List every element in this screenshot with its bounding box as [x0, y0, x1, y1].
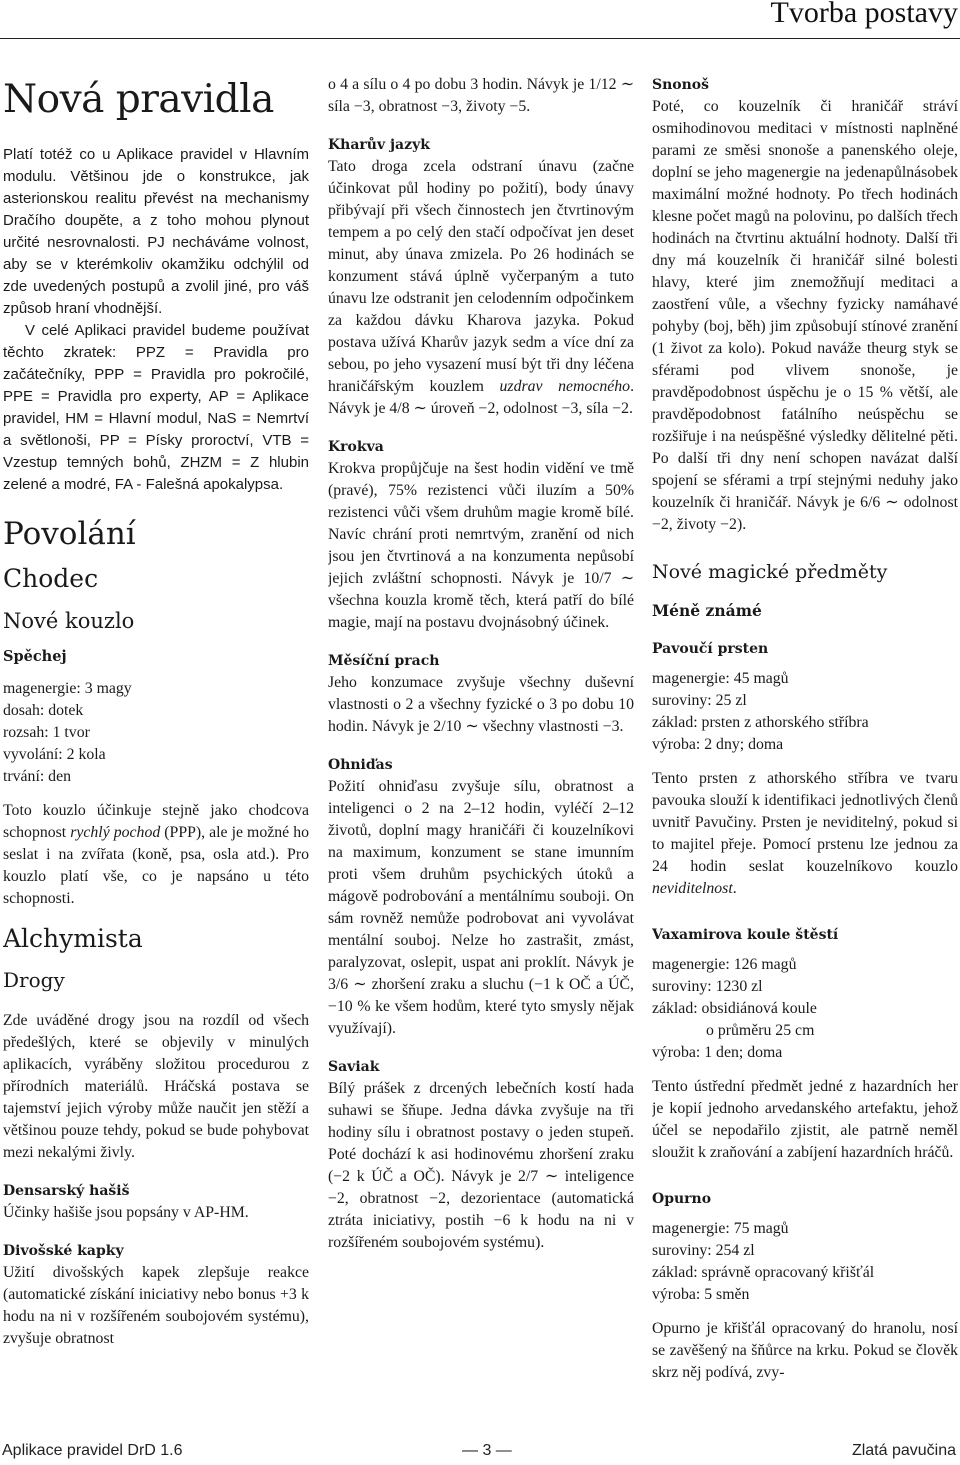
kharuv-jazyk-text: Tato droga zcela odstraní únavu (začne účinkovat půl hodiny po požití), body únavy přibývají při všech činnostech jen čtvrtinovým tempem a po celý den stačí odpočívat jen deset minut, aby únava zmizela. Po 26 hodinách se konzument stává úplně vyčerpaným a tuto únavu lze odstranit jen celodenním odpočinkem za každou dávku Kharova jazyka. Pokud postava užívá Kharův jazyk sedm a více dní za sebou, po jeho vysazení musí být tři dny léčena hraničářským kouzlem uzdrav nemocného. Návyk je 4/8 ∼ úroveň −2, odolnost −3, síla −2. [328, 158, 634, 417]
pavouci-prsten-text: Tento prsten z athorského stříbra ve tvaru pavouka slouží k identifikaci jednotlivých členů uvnitř Pavučiny. Prsten je neviditelný, pokud si to majitel přeje. Pomocí prstenu lze jednou za 24 hodin seslat kouzelníkovo kouzlo neviditelnost. [652, 770, 958, 897]
main-title: Nová pravidla [3, 77, 274, 122]
divosske-kapky-text: Užití divošských kapek zlepšuje reakce (automatické získání iniciativy nebo bonus +3 k hodu na ni v rozšířeném soubojovém systému), zvyšuje obratnost [3, 1264, 309, 1347]
vaxamirova-koule-text: Tento ústřední předmět jedné z hazardních her je kopií jednoho arvedanského artefaktu, jehož účel se nepodařilo zjistit, ale patrně neměl sloužit k zraňování a zabíjení hazardních hráčů. [652, 1078, 958, 1161]
heading-krokva: Krokva [328, 439, 384, 455]
stat-line: výroba: 2 dny; doma [652, 736, 784, 753]
heading-kharuv-jazyk: Kharův jazyk [328, 137, 430, 153]
column-1 [3, 76, 309, 1436]
stat-line: magenergie: 45 magů [652, 670, 789, 687]
heading-chodec: Chodec [3, 564, 99, 593]
stat-line: suroviny: 1230 zl [652, 978, 763, 995]
stat-line: dosah: dotek [3, 702, 84, 719]
krokva-text: Krokva propůjčuje na šest hodin vidění ve tmě (pravé), 75% rezistenci vůči iluzím a 50% rezistenci vůči všem druhům magie kromě bílé. Navíc chrání proti nemrtvým, zranění od nich jsou jen čtvrtinová a na konzumenta nepůsobí jejich zvláštní schopnosti. Návyk je 10/7 ∼ všechna kouzla kromě těch, která patří do bílé magie, mají na postavu dvojnásobný účinek. [328, 460, 634, 631]
heading-mene-zname: Méně známé [652, 601, 762, 620]
page-header [0, 0, 960, 39]
heading-mesicni-prach: Měsíční prach [328, 653, 440, 669]
spechej-stats [3, 678, 309, 788]
heading-drogy: Drogy [3, 968, 65, 992]
heading-densarsky-hasis: Densarský hašiš [3, 1183, 130, 1199]
ohnidas-text: Požití ohniďasu zvyšuje sílu, obratnost a inteligenci o 2 na 2–12 hodin, vyléčí 2–12 životů, doplní magy hraničáři či kouzelníkovi na maximum, konzument se stane imunním proti všem druhům psychických útoků a mágově podrobování a mentálnímu souboji. On sám rovněž nemůže podrobovat ani vyvolávat mentální souboj. Nelze ho zastrašit, zmást, paralyzovat, oslepit, uspat ani proklít. Návyk je 3/6 ∼ zhoršení zraku a sluchu (−1 k OČ a ÚČ, −10 % ke všem hodům, které tyto smysly nějak využívají). [328, 778, 634, 1037]
stat-line: magenergie: 3 magy [3, 680, 132, 697]
stat-line: o průměru 25 cm [706, 1022, 815, 1039]
saviak-text: Bílý prášek z drcených lebečních kostí hada suhawi se šňupe. Jedna dávka zvyšuje na tři hodiny sílu i obratnost postavy o jeden stupeň. Poté dochází k asi hodinovému zhoršení zraku (−2 k ÚČ a OČ). Návyk je 2/7 ∼ inteligence −2, obratnost −2, dezorientace (automatická ztráta iniciativy, postih −6 k hodu na ni v rozšířeném soubojovém systému). [328, 1080, 634, 1251]
page-footer [0, 1438, 960, 1465]
heading-alchymista: Alchymista [3, 924, 143, 953]
heading-divosske-kapky: Divošské kapky [3, 1243, 124, 1259]
heading-opurno: Opurno [652, 1191, 712, 1207]
vaxamirova-koule-stats [652, 954, 958, 1064]
footer-publication: Aplikace pravidel DrD 1.6 [2, 1442, 183, 1459]
densarsky-hasis-text: Účinky hašiše jsou popsány v AP-HM. [3, 1204, 249, 1221]
stat-line: základ: správně opracovaný křišťál [652, 1264, 875, 1281]
snonos-text: Poté, co kouzelník či hraničář stráví osmihodinovou meditaci v místnosti naplněné parami ze směsi snonoše a panenského oleje, doplní se jeho magenergie na jedenapůlnásobek maximální možné hodnoty. Po třech hodinách klesne počet magů na polovinu, po dalších třech hodinách na čtvrtinu aktuální hodnoty. Další tři dny má kouzelník či hraničář silné bolesti hlavy, které jim znemožňují meditaci a zaostření vůle, a všechny fyzicky namáhavé pohyby (boj, běh) jim způsobují stínové zranění (1 život za kolo). Pokud naváže theurg styk se sférami pod vlivem snonoše, je pravděpodobnost úspěchu je o 15 % větší, ale pravděpodobnost fatálního neúspěchu se rozšiřuje i na neúspěšné výsledky dělitelné pěti. Po další tři dny není schopen navázat další spojení se sférami a trpí stejnými neduhy jako kouzelník či hraničář. Návyk je 6/6 ∼ odolnost −2, životy −2). [652, 98, 958, 533]
divosske-kapky-continued: o 4 a sílu o 4 po dobu 3 hodin. Návyk je 1/12 ∼ síla −3, obratnost −3, životy −5. [328, 76, 634, 115]
section-title: Tvorba postavy [770, 0, 958, 29]
heading-povolani: Povolání [3, 516, 136, 552]
stat-line: suroviny: 254 zl [652, 1242, 755, 1259]
page-number: — 3 — [462, 1442, 512, 1459]
stat-line: vyvolání: 2 kola [3, 746, 106, 763]
stat-line: výroba: 1 den; doma [652, 1044, 783, 1061]
heading-snonos: Snonoš [652, 77, 710, 93]
heading-spechej: Spěchej [3, 648, 67, 665]
heading-nove-magicke-predmety: Nové magické předměty [652, 561, 888, 583]
stat-line: suroviny: 25 zl [652, 692, 747, 709]
stat-line: magenergie: 126 magů [652, 956, 797, 973]
mesicni-prach-text: Jeho konzumace zvyšuje všechny duševní vlastnosti o 2 a všechny fyzické o 3 po dobu 10 hodin. Návyk je 2/10 ∼ všechny vlastnosti −3. [328, 674, 634, 735]
heading-nove-kouzlo: Nové kouzlo [3, 609, 135, 633]
stat-line: rozsah: 1 tvor [3, 724, 90, 741]
opurno-text: Opurno je křišťál opracovaný do hranolu, nosí se zavěšený na šňůrce na krku. Pokud se člověk skrz něj podívá, zvy- [652, 1320, 958, 1381]
pavouci-prsten-stats [652, 668, 958, 756]
drogy-text: Zde uváděné drogy jsou na rozdíl od všech předešlých, které se objevily v minulých aplikacích, vyráběny složitou procedurou z přírodních materiálů. Hráčská postava se tajemství jejich výroby může naučit jen stěží a většinou pouze tehdy, pokud se bude pohybovat mezi nekalými živly. [3, 1012, 309, 1161]
stat-line: základ: prsten z athorského stříbra [652, 714, 869, 731]
heading-ohnidas: Ohniďas [328, 757, 393, 773]
heading-pavouci-prsten: Pavoučí prsten [652, 641, 769, 657]
spechej-text: Toto kouzlo účinkuje stejně jako chodcova schopnost rychlý pochod (PPP), ale je možné ho seslat i na zvířata (koně, psa, osla atd.). Pro kouzlo platí vše, co je napsáno u této schopnosti. [3, 802, 309, 907]
stat-line: magenergie: 75 magů [652, 1220, 789, 1237]
footer-chapter: Zlatá pavučina [851, 1442, 956, 1459]
opurno-stats [652, 1218, 958, 1306]
stat-line: trvání: den [3, 768, 71, 785]
stat-line: výroba: 5 směn [652, 1286, 750, 1303]
intro-paragraph-1: Platí totéž co u Aplikace pravidel v Hlavním modulu. Většinou jde o konstrukce, jak asterionskou realitu převést na mechanismy Dračího doupěte, a z toho mohou plynout určité nesrovnalosti. PJ necháváme volnost, aby se v kterémkoliv okamžiku odchýlil od zde uvedených postupů a zvolil jiné, pro váš způsob hraní vhodnější. [3, 146, 309, 317]
column-2 [328, 74, 634, 1434]
column-3 [652, 74, 958, 1434]
intro-paragraph-2: V celé Aplikaci pravidel budeme používat těchto zkratek: PPZ = Pravidla pro začátečníky, PPP = Pravidla pro pokročilé, PPE = Pravidla pro experty, AP = Aplikace pravidel, HM = Hlavní modul, NaS = Nemrtví a světlonoši, PP = Písky proroctví, VTB = Vzestup temných bohů, ZHZM = Z hlubin zelené a modré, FA - Falešná apokalypsa. [3, 322, 309, 493]
heading-saviak: Saviak [328, 1059, 380, 1075]
heading-vaxamirova-koule: Vaxamirova koule štěstí [652, 927, 839, 943]
stat-line: základ: obsidiánová koule [652, 1000, 817, 1017]
